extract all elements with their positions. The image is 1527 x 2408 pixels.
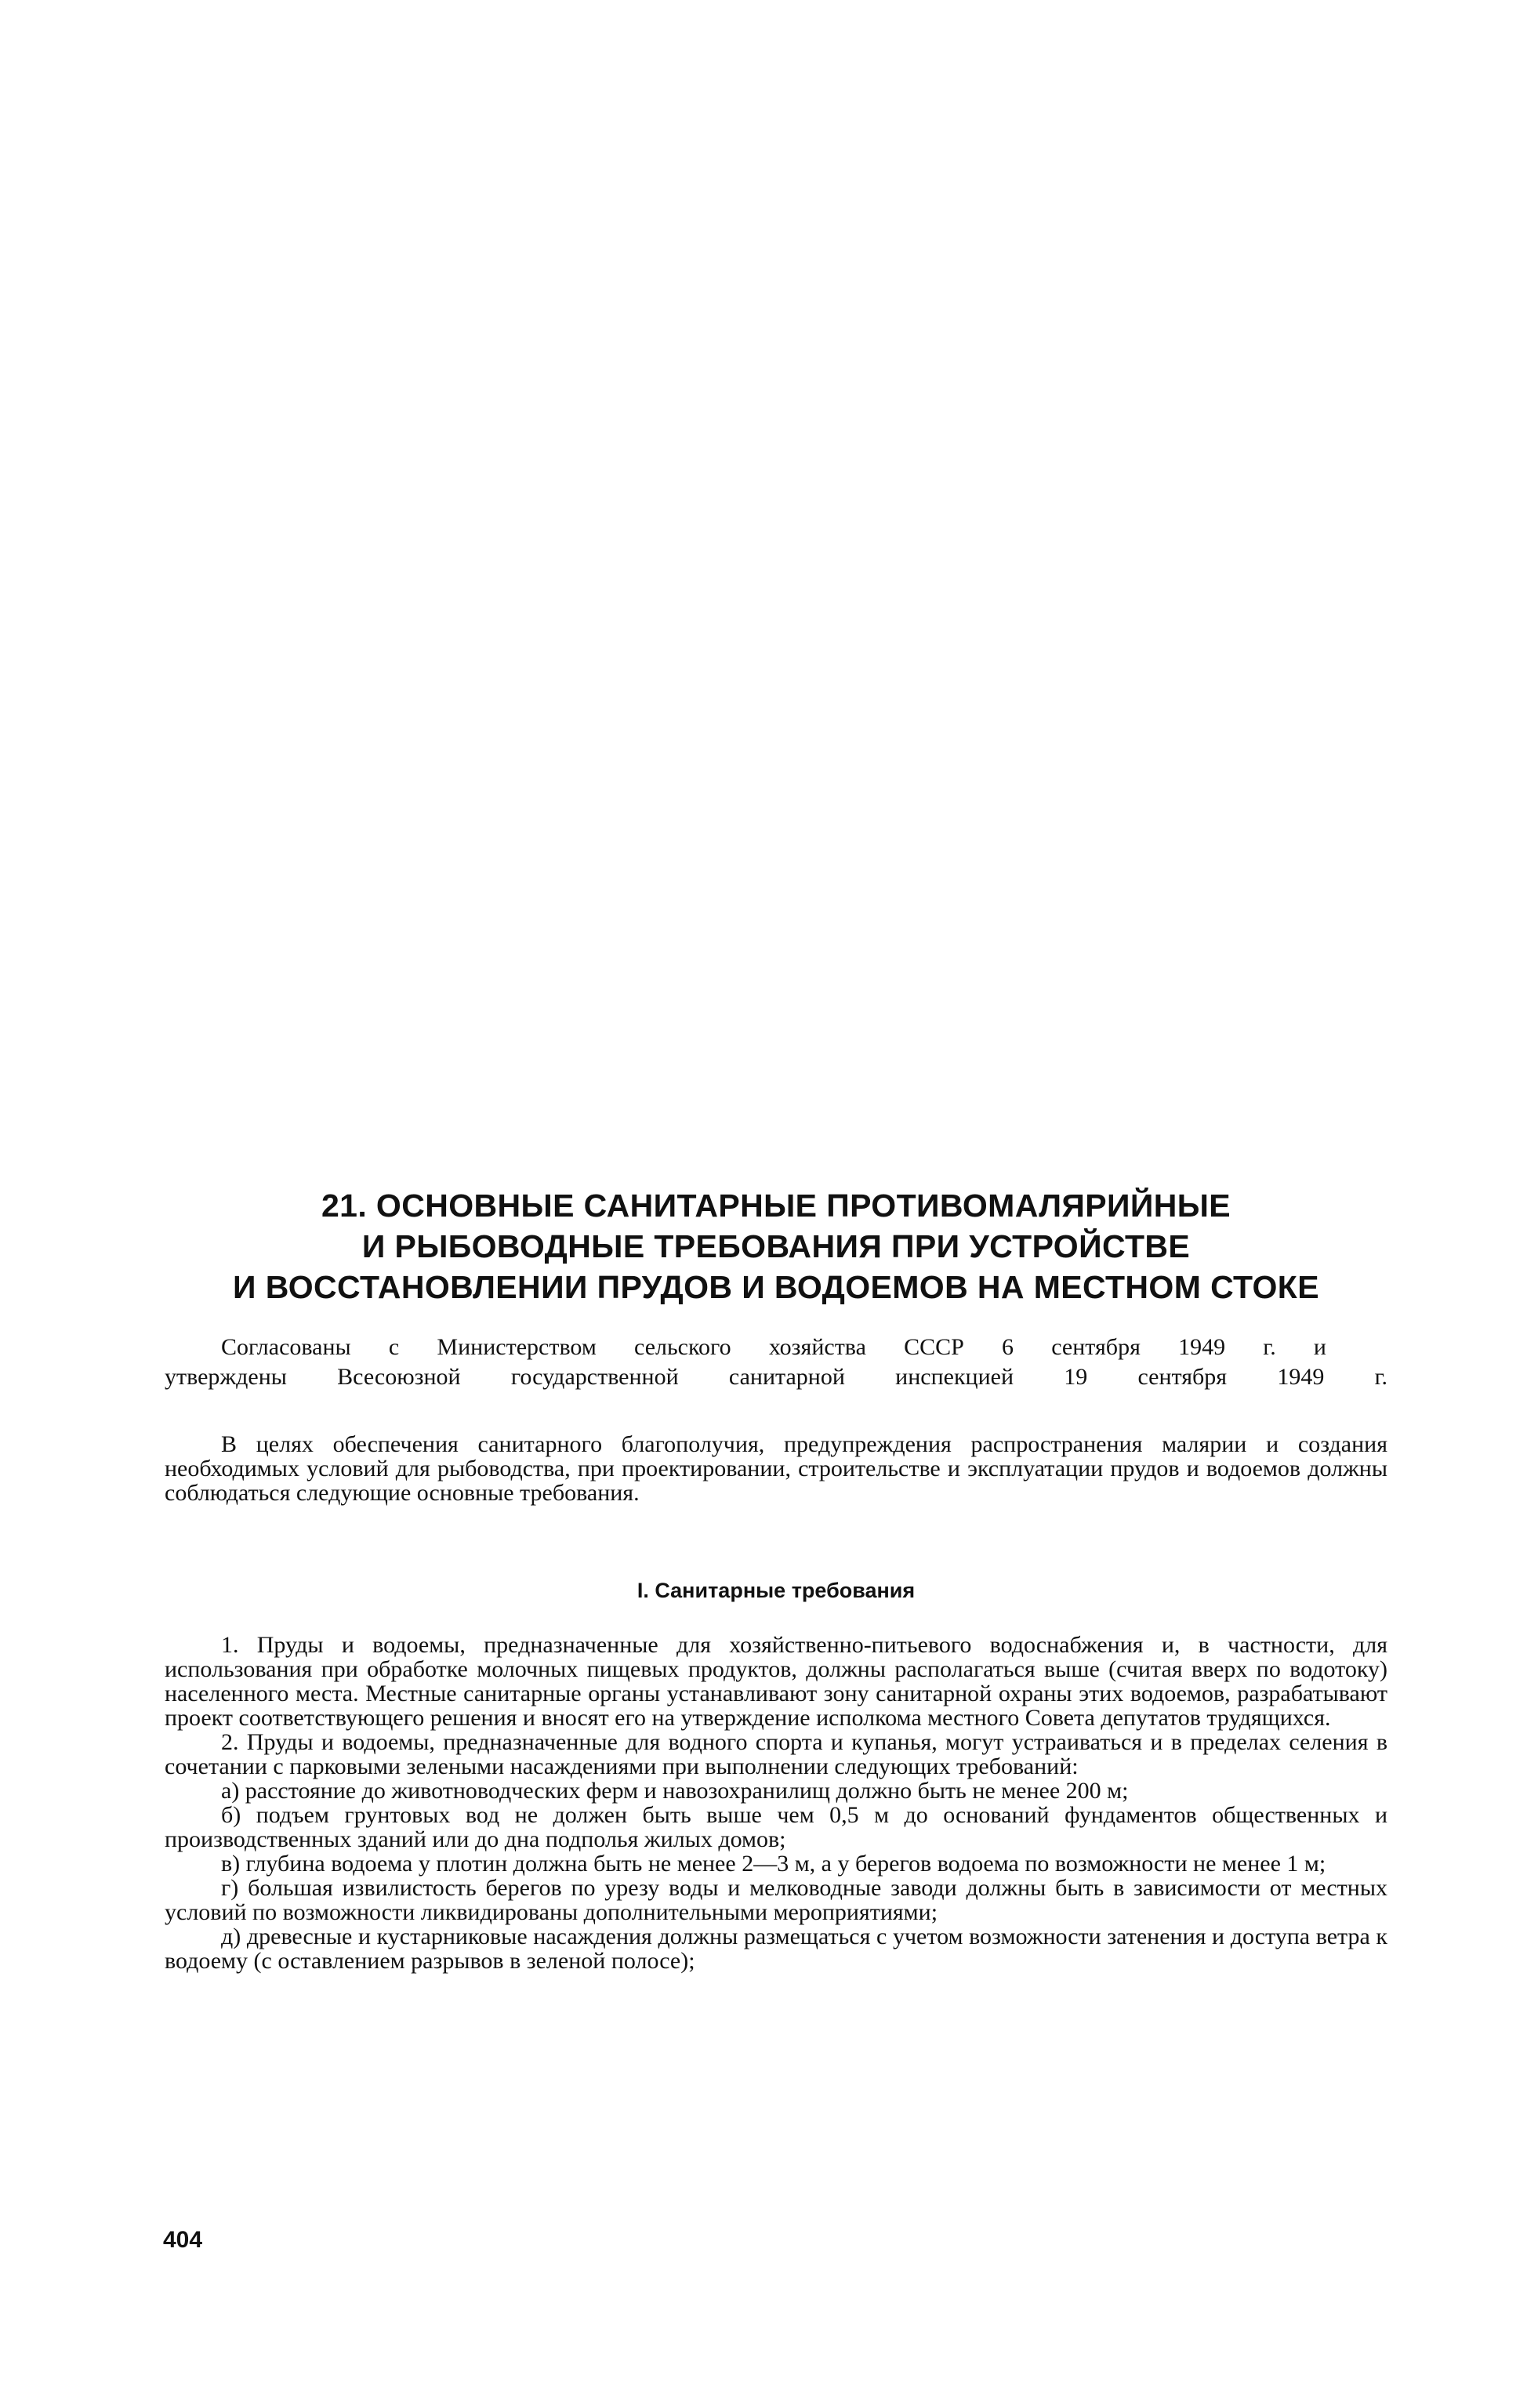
requirement-paragraph: 2. Пруды и водоемы, предназначенные для водного спорта и купанья, могут устраиваться и в пределах селения в сочетании с парковыми зелеными насаждениями при выполнении следующих требований: xyxy=(165,1729,1387,1779)
requirement-subitem: д) древесные и кустарниковые насаждения должны размещаться с учетом возможности затенения и доступа ветра к водоему (с оставлением разрывов в зеленой полосе); xyxy=(165,1924,1387,1974)
title-line: И РЫБОВОДНЫЕ ТРЕБОВАНИЯ ПРИ УСТРОЙСТВЕ xyxy=(361,1228,1191,1264)
intro-paragraph-block xyxy=(165,1432,1387,1505)
approval-line: утверждены Всесоюзной государственной санитарной инспекцией 19 сентября 1949 г. xyxy=(165,1364,1387,1390)
requirement-paragraph: 1. Пруды и водоемы, предназначенные для хозяйственно-питьевого водоснабжения и, в частности, для использования при обработке молочных пищевых продуктов, должны располагаться выше (считая вверх по водотоку) населенного места. Местные санитарные органы устанавливают зону санитарной охраны этих водоемов, разрабатывают проект соответствующего решения и вносят его на утверждение исполкома местного Совета депутатов трудящихся. xyxy=(165,1632,1387,1731)
requirements-body xyxy=(165,1633,1387,1973)
page-number: 404 xyxy=(163,2227,203,2253)
requirement-subitem: б) подъем грунтовых вод не должен быть выше чем 0,5 м до оснований фундаментов общественных и производственных зданий или до дна подполья жилых домов; xyxy=(165,1802,1387,1852)
requirement-subitem: а) расстояние до животноводческих ферм и навозохранилищ должно быть не менее 200 м; xyxy=(221,1778,1129,1804)
requirement-subitem: в) глубина водоема у плотин должна быть не менее 2—3 м, а у берегов водоема по возможности не менее 1 м; xyxy=(221,1851,1326,1877)
section-heading: I. Санитарные требования xyxy=(637,1579,916,1602)
title-line: 21. ОСНОВНЫЕ САНИТАРНЫЕ ПРОТИВОМАЛЯРИЙНЫЕ xyxy=(321,1188,1231,1224)
document-title xyxy=(157,1185,1395,1307)
intro-paragraph: В целях обеспечения санитарного благополучия, предупреждения распространения малярии и создания необходимых условий для рыбоводства, при проектировании, строительстве и эксплуатации прудов и водоемов должны соблюдаться следующие основные требования. xyxy=(165,1431,1387,1506)
requirement-subitem: г) большая извилистость берегов по урезу воды и мелководные заводи должны быть в зависимости от местных условий по возможности ликвидированы дополнительными мероприятиями; xyxy=(165,1875,1387,1925)
approval-line: Согласованы с Министерством сельского хозяйства СССР 6 сентября 1949 г. и xyxy=(221,1334,1326,1360)
approval-note xyxy=(165,1333,1387,1392)
title-line: И ВОССТАНОВЛЕНИИ ПРУДОВ И ВОДОЕМОВ НА МЕСТНОМ СТОКЕ xyxy=(233,1269,1319,1305)
